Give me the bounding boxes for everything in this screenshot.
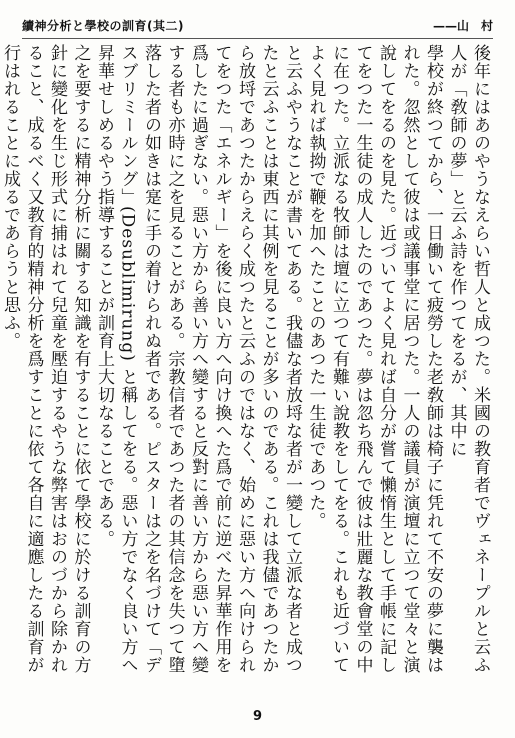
running-author: ——山 村 [432, 18, 493, 33]
page-number: 9 [252, 709, 263, 724]
vertical-text-body [0, 44, 491, 690]
paragraph-4: 之を要するに精神分析に關する知識を有することに依て學校に於ける訓育の方針に變化を生じ形式に捕はれて兒童を壓迫するやうな弊害はおのづから除かれること、成るべく又教育的精神分析を爲すことに依て各自に適應したる訓育が行はれることに成るであらうと思ふ。 [0, 44, 91, 674]
paragraph-1: 後年にはあのやうなえらい哲人と成つた。米國の教育者でヴェネープルと云ふ人が「敎師の夢」と云ふ詩を作つてをるが、其中に [446, 44, 490, 674]
running-header [22, 14, 493, 36]
paragraph-2-quote: 學校が終つてから、一日働いて疲勞した老敎師は椅子に凭れて不安の夢に襲はれた。忽然として彼は或議事堂に居つた。一人の議員が演壇に立つて堂々と演說してをるのを見た。近づいてよく見れば自分が嘗て懶惰生として手帳に記してをつた一生徒の成人したのであつた。夢は忽ち飛んで彼は壯麗な教會堂の中に在つた。立派なる牧師は壇に立つて有難い說教をしてをる。これも近づいてよく見れば執拗で鞭を加へたことのあつた一生徒であつた。 [305, 44, 443, 674]
header-rule [22, 38, 493, 39]
running-title: 續神分析と學校の訓育(其二) [22, 18, 184, 33]
paragraph-3: と云ふやうなことが書いてある。我儘な者放埒な者が一變して立派な者と成つたと云ふことは東西に其例を見ることが多いのである。これは我儘であつたから放埒であつたからえらく成つたと云ふのではなく、始めに惡い方へ向けられてをつた「エネルギー」を後に良い方へ向け換へた爲で前に逆べた昇華作用を爲したに過ぎない。惡い方から善い方へ變すると反對に善い方から惡い方へ變する者も亦時に之を見ることがある。宗教信者であつた者の其信念を失つて墮落した者の如きは寔に手の着けられぬ者である。ピスターは之を名づけて「デスブリミールング」(Desublimirung) と稱してをる。惡い方でなく良い方へ昇華せしめるやう指導することが訓育上大切なることである。 [94, 44, 302, 675]
